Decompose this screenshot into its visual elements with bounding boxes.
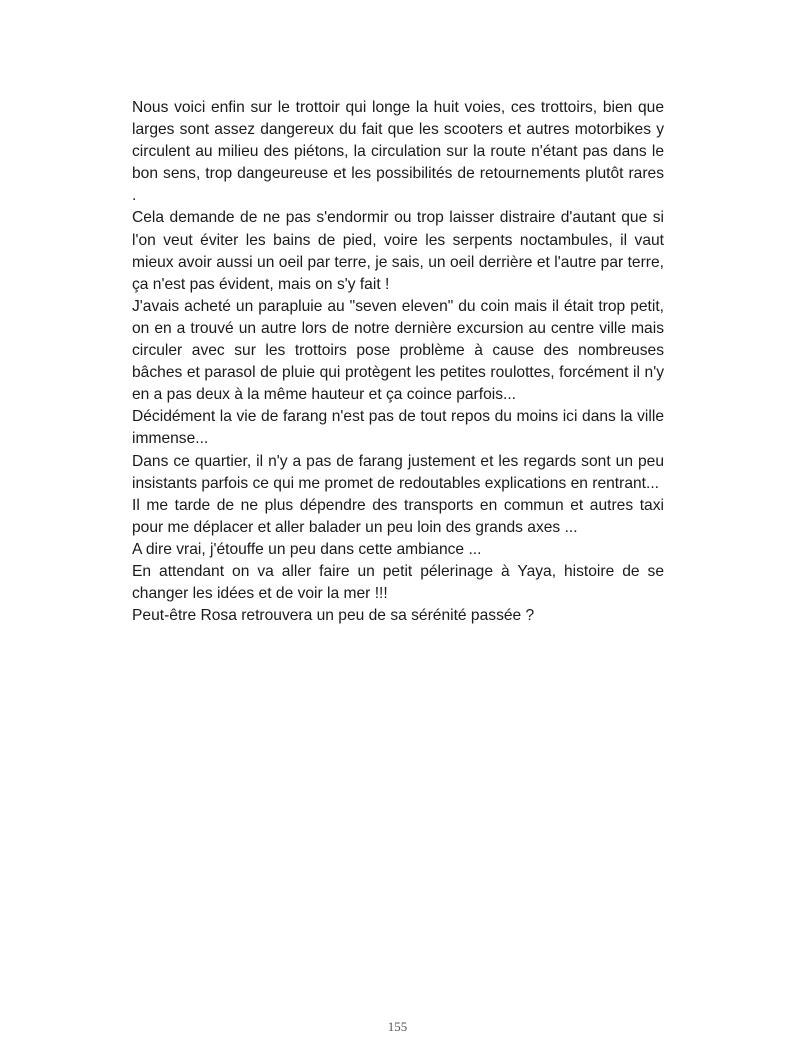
page-number: 155	[387, 1019, 408, 1034]
paragraph-1: Nous voici enfin sur le trottoir qui longe la huit voies, ces trottoirs, bien que larges sont assez dangereux du fait que les scooters et autres motorbikes y circulent au milieu des piétons, la circulation sur la route n'étant pas dans le bon sens, trop dangeureuse et les possibilités de retournements plutôt rares .	[132, 99, 664, 205]
paragraph-9: Peut-être Rosa retrouvera un peu de sa sérénité passée ?	[132, 607, 535, 625]
paragraph-4: Décidément la vie de farang n'est pas de tout repos du moins ici dans la ville immense...	[132, 408, 664, 448]
paragraph-8: En attendant on va aller faire un petit pélerinage à Yaya, histoire de se changer les idées et de voir la mer !!!	[132, 562, 664, 603]
paragraph-5: Dans ce quartier, il n'y a pas de farang justement et les regards sont un peu insistants parfois ce qui me promet de redoutables explications en rentrant...	[132, 452, 664, 492]
paragraph-7: A dire vrai, j'étouffe un peu dans cette ambiance ...	[132, 540, 482, 558]
paragraph-3: J'avais acheté un parapluie au "seven eleven" du coin mais il était trop petit, on en a trouvé un autre lors de notre dernière excursion au centre ville mais circuler avec sur les trottoirs pose problème à cause des nombreuses bâches et parasol de pluie qui protègent les petites roulottes, forcément il n'y en a pas deux à la même hauteur et ça coince parfois...	[132, 297, 664, 404]
body-text	[132, 97, 664, 627]
paragraph-6: Il me tarde de ne plus dépendre des transports en commun et autres taxi pour me déplacer et aller balader un peu loin des grands axes ...	[132, 496, 664, 536]
paragraph-2: Cela demande de ne pas s'endormir ou trop laisser distraire d'autant que si l'on veut éviter les bains de pied, voire les serpents noctambules, il vaut mieux avoir aussi un oeil par terre, je sais, un oeil derrière et l'autre par terre, ça n'est pas évident, mais on s'y fait !	[132, 209, 664, 293]
